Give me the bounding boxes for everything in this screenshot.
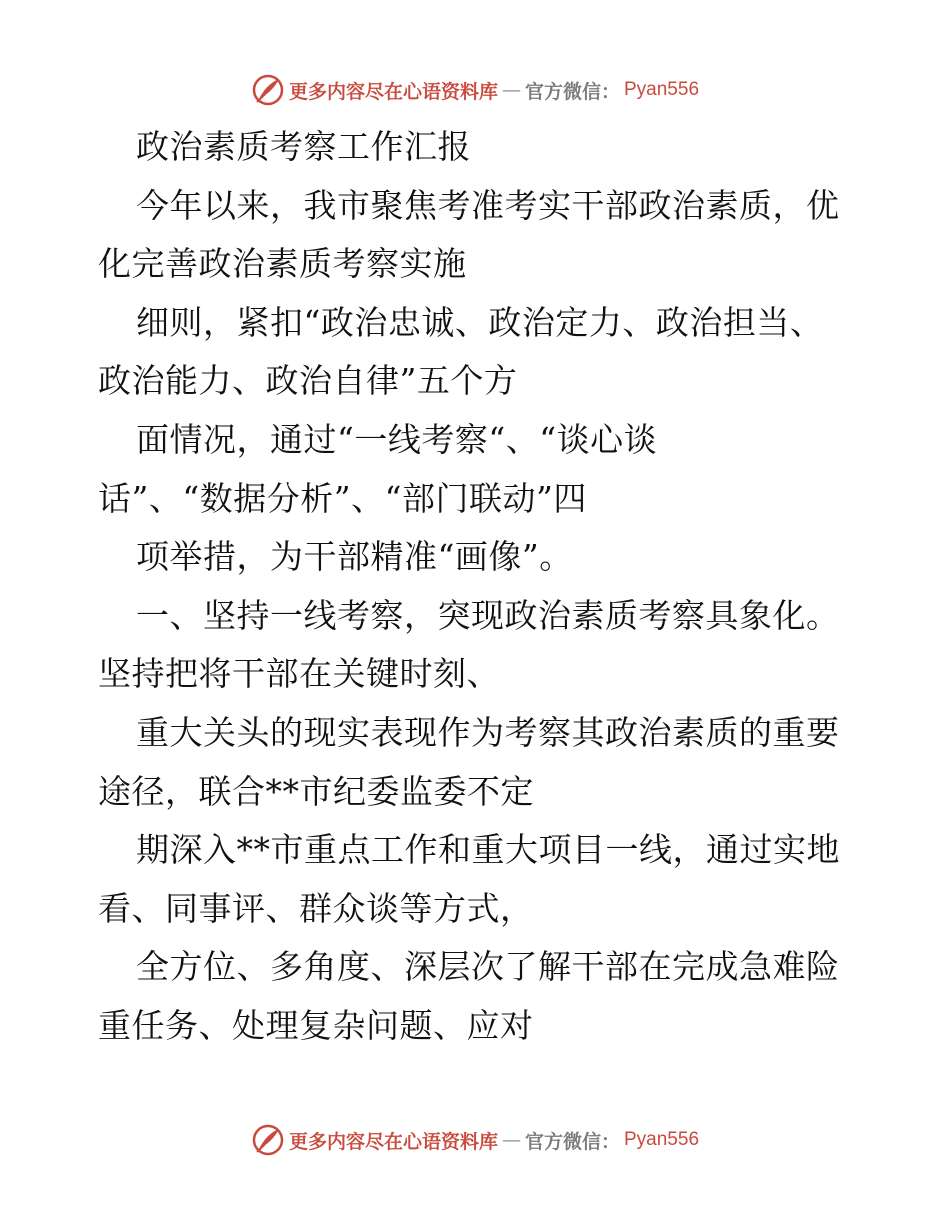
header-watermark — [0, 70, 950, 110]
document-line: 面情况，通过“一线考察“、“谈心谈 — [136, 419, 658, 459]
watermark-label: 官方微信： — [524, 80, 620, 103]
document-line: 期深入**市重点工作和重大项目一线，通过实地 — [136, 830, 840, 870]
watermark-id: Pyan556 — [624, 79, 700, 100]
document-line: 化完善政治素质考察实施 — [98, 244, 467, 284]
document-line: 重大关头的现实表现作为考察其政治素质的重要 — [136, 712, 840, 752]
document-line: 途径，联合**市纪委监委不定 — [98, 771, 534, 811]
document-line: 坚持把将干部在关键时刻、 — [98, 654, 500, 694]
feather-logo-icon — [251, 1123, 285, 1157]
watermark-label: 官方微信： — [524, 1130, 620, 1153]
watermark-site-text: 更多内容尽在心语资料库 — [288, 1130, 498, 1153]
document-line: 政治能力、政治自律”五个方 — [98, 361, 518, 401]
document-body — [98, 118, 858, 1056]
watermark-dash: — — [501, 79, 521, 101]
document-line: 细则，紧扣“政治忠诚、政治定力、政治担当、 — [136, 302, 824, 342]
document-line: 重任务、处理复杂问题、应对 — [98, 1005, 534, 1045]
section-heading: 一、坚持一线考察，突现政治素质考察具象化。 — [136, 595, 840, 635]
document-line: 项举措，为干部精准“画像”。 — [136, 537, 573, 577]
document-title: 政治素质考察工作汇报 — [136, 127, 471, 166]
document-line: 全方位、多角度、深层次了解干部在完成急难险 — [136, 947, 840, 987]
document-line: 看、同事评、群众谈等方式， — [98, 888, 534, 928]
footer-watermark — [0, 1120, 950, 1160]
watermark-id: Pyan556 — [624, 1129, 700, 1150]
document-line: 今年以来，我市聚焦考准考实干部政治素质，优 — [136, 185, 840, 225]
watermark-site-text: 更多内容尽在心语资料库 — [288, 80, 498, 103]
document-line: 话”、“数据分析”、“部门联动”四 — [98, 478, 587, 518]
watermark-dash: — — [501, 1129, 521, 1151]
feather-logo-icon — [251, 73, 285, 107]
